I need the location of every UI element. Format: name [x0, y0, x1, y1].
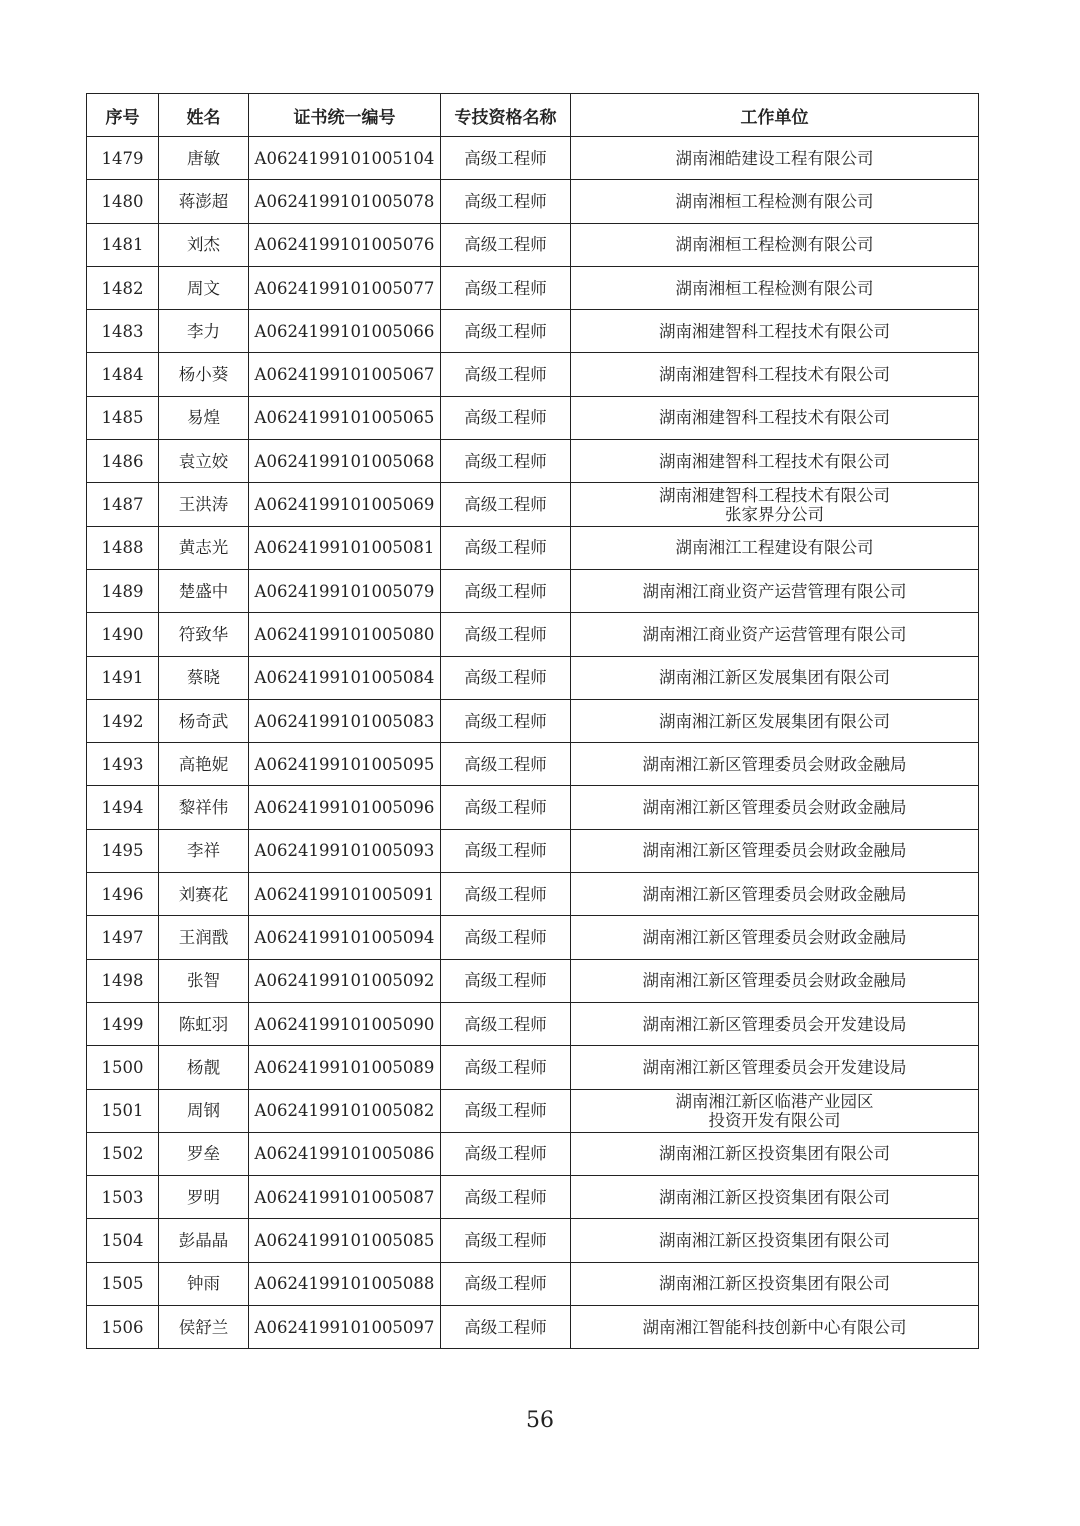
cell-qualification: 高级工程师 [441, 137, 571, 180]
table-row [87, 310, 979, 353]
table-row [87, 1306, 979, 1349]
table-header [87, 94, 979, 137]
cell-employer [571, 1046, 979, 1089]
header-employer: 工作单位 [571, 94, 979, 137]
employer-line: 湖南湘江新区管理委员会财政金融局 [642, 841, 907, 861]
table-row [87, 743, 979, 786]
cell-qualification: 高级工程师 [441, 1002, 571, 1045]
cell-employer [571, 743, 979, 786]
cell-name: 易煌 [159, 396, 249, 439]
cell-index: 1506 [87, 1306, 159, 1349]
cell-name: 唐敏 [159, 137, 249, 180]
cell-employer [571, 613, 979, 656]
header-index: 序号 [87, 94, 159, 137]
page-number: 56 [526, 1408, 554, 1433]
employer-line: 湖南湘桓工程检测有限公司 [675, 235, 874, 255]
cell-cert-no: A0624199101005067 [249, 353, 441, 396]
employer-line: 湖南湘江新区管理委员会财政金融局 [642, 971, 907, 991]
employer-line: 湖南湘江新区发展集团有限公司 [659, 711, 890, 731]
cell-qualification: 高级工程师 [441, 959, 571, 1002]
employer-line: 张家界分公司 [725, 504, 824, 524]
table-row [87, 1046, 979, 1089]
cell-cert-no: A0624199101005087 [249, 1176, 441, 1219]
cell-qualification: 高级工程师 [441, 656, 571, 699]
employer-line: 湖南湘江新区管理委员会财政金融局 [642, 754, 907, 774]
cell-index: 1481 [87, 223, 159, 266]
table-row [87, 1132, 979, 1175]
cell-employer [571, 310, 979, 353]
cell-index: 1504 [87, 1219, 159, 1262]
cell-employer [571, 1262, 979, 1305]
cell-name: 蔡晓 [159, 656, 249, 699]
cell-qualification: 高级工程师 [441, 1219, 571, 1262]
cell-qualification: 高级工程师 [441, 1132, 571, 1175]
cell-index: 1490 [87, 613, 159, 656]
employer-line: 湖南湘江新区管理委员会开发建设局 [642, 1014, 907, 1034]
cell-cert-no: A0624199101005093 [249, 829, 441, 872]
employer-line: 湖南湘江商业资产运营管理有限公司 [642, 581, 907, 601]
table-row [87, 137, 979, 180]
cell-cert-no: A0624199101005091 [249, 873, 441, 916]
cell-name: 杨靓 [159, 1046, 249, 1089]
cell-name: 周钢 [159, 1089, 249, 1132]
cell-cert-no: A0624199101005097 [249, 1306, 441, 1349]
cell-name: 袁立姣 [159, 440, 249, 483]
employer-line: 湖南湘江新区管理委员会财政金融局 [642, 798, 907, 818]
cell-name: 黄志光 [159, 526, 249, 569]
employer-line: 湖南湘建智科工程技术有限公司 [659, 408, 890, 428]
cell-index: 1491 [87, 656, 159, 699]
cell-cert-no: A0624199101005080 [249, 613, 441, 656]
cell-index: 1505 [87, 1262, 159, 1305]
cell-index: 1495 [87, 829, 159, 872]
table-body [87, 137, 979, 1349]
cell-cert-no: A0624199101005092 [249, 959, 441, 1002]
cell-index: 1484 [87, 353, 159, 396]
table-row [87, 180, 979, 223]
cell-cert-no: A0624199101005084 [249, 656, 441, 699]
employer-line: 湖南湘建智科工程技术有限公司 [659, 321, 890, 341]
table-row [87, 483, 979, 526]
table-row [87, 266, 979, 309]
table-row [87, 1262, 979, 1305]
cell-cert-no: A0624199101005088 [249, 1262, 441, 1305]
table-row [87, 786, 979, 829]
cell-employer [571, 786, 979, 829]
cell-qualification: 高级工程师 [441, 916, 571, 959]
cell-employer [571, 180, 979, 223]
employer-line: 湖南湘江新区投资集团有限公司 [659, 1231, 890, 1251]
cell-employer [571, 569, 979, 612]
cell-employer [571, 699, 979, 742]
table-row [87, 1176, 979, 1219]
cell-index: 1493 [87, 743, 159, 786]
cell-cert-no: A0624199101005066 [249, 310, 441, 353]
cell-employer [571, 266, 979, 309]
cell-name: 王润戬 [159, 916, 249, 959]
cell-index: 1480 [87, 180, 159, 223]
employer-line: 湖南湘江新区发展集团有限公司 [659, 668, 890, 688]
cell-qualification: 高级工程师 [441, 180, 571, 223]
cell-qualification: 高级工程师 [441, 786, 571, 829]
employer-line: 投资开发有限公司 [708, 1110, 841, 1130]
employer-line: 湖南湘皓建设工程有限公司 [675, 148, 874, 168]
employer-line: 湖南湘桓工程检测有限公司 [675, 278, 874, 298]
cell-name: 王洪涛 [159, 483, 249, 526]
cell-index: 1489 [87, 569, 159, 612]
header-row [87, 94, 979, 137]
cell-name: 周文 [159, 266, 249, 309]
cell-cert-no: A0624199101005069 [249, 483, 441, 526]
cell-cert-no: A0624199101005065 [249, 396, 441, 439]
cell-employer [571, 959, 979, 1002]
cell-cert-no: A0624199101005086 [249, 1132, 441, 1175]
table-row [87, 440, 979, 483]
cell-index: 1500 [87, 1046, 159, 1089]
employer-line: 湖南湘江新区投资集团有限公司 [659, 1187, 890, 1207]
cell-cert-no: A0624199101005089 [249, 1046, 441, 1089]
cell-qualification: 高级工程师 [441, 440, 571, 483]
cell-qualification: 高级工程师 [441, 569, 571, 612]
cell-cert-no: A0624199101005094 [249, 916, 441, 959]
certificate-roster-table [86, 93, 979, 1349]
table-row [87, 1219, 979, 1262]
table-row [87, 699, 979, 742]
cell-index: 1483 [87, 310, 159, 353]
cell-index: 1492 [87, 699, 159, 742]
cell-index: 1503 [87, 1176, 159, 1219]
cell-employer [571, 1306, 979, 1349]
cell-qualification: 高级工程师 [441, 873, 571, 916]
cell-name: 罗垒 [159, 1132, 249, 1175]
cell-qualification: 高级工程师 [441, 1089, 571, 1132]
table-row [87, 569, 979, 612]
cell-name: 刘杰 [159, 223, 249, 266]
employer-line: 湖南湘建智科工程技术有限公司 [659, 485, 890, 505]
cell-index: 1497 [87, 916, 159, 959]
cell-employer [571, 223, 979, 266]
employer-line: 湖南湘江新区临港产业园区 [675, 1091, 874, 1111]
cell-cert-no: A0624199101005090 [249, 1002, 441, 1045]
cell-qualification: 高级工程师 [441, 266, 571, 309]
table-row [87, 656, 979, 699]
cell-employer [571, 1002, 979, 1045]
cell-qualification: 高级工程师 [441, 1176, 571, 1219]
cell-qualification: 高级工程师 [441, 743, 571, 786]
cell-index: 1498 [87, 959, 159, 1002]
cell-index: 1502 [87, 1132, 159, 1175]
cell-qualification: 高级工程师 [441, 483, 571, 526]
cell-employer [571, 396, 979, 439]
cell-employer [571, 1176, 979, 1219]
table-row [87, 873, 979, 916]
cell-qualification: 高级工程师 [441, 613, 571, 656]
cell-index: 1486 [87, 440, 159, 483]
cell-employer [571, 137, 979, 180]
cell-index: 1488 [87, 526, 159, 569]
cell-employer [571, 353, 979, 396]
cell-index: 1482 [87, 266, 159, 309]
cell-employer [571, 526, 979, 569]
cell-employer [571, 829, 979, 872]
cell-cert-no: A0624199101005078 [249, 180, 441, 223]
cell-name: 彭晶晶 [159, 1219, 249, 1262]
cell-name: 钟雨 [159, 1262, 249, 1305]
cell-name: 杨小葵 [159, 353, 249, 396]
employer-line: 湖南湘江新区管理委员会财政金融局 [642, 884, 907, 904]
cell-cert-no: A0624199101005077 [249, 266, 441, 309]
cell-cert-no: A0624199101005079 [249, 569, 441, 612]
cell-index: 1479 [87, 137, 159, 180]
cell-employer [571, 1219, 979, 1262]
employer-line: 湖南湘江工程建设有限公司 [675, 538, 874, 558]
cell-name: 刘赛花 [159, 873, 249, 916]
employer-line: 湖南湘江新区管理委员会财政金融局 [642, 927, 907, 947]
employer-line: 湖南湘桓工程检测有限公司 [675, 191, 874, 211]
cell-employer [571, 1132, 979, 1175]
cell-employer [571, 440, 979, 483]
cell-index: 1499 [87, 1002, 159, 1045]
cell-name: 李祥 [159, 829, 249, 872]
cell-name: 符致华 [159, 613, 249, 656]
table-row [87, 1089, 979, 1132]
cell-qualification: 高级工程师 [441, 310, 571, 353]
cell-qualification: 高级工程师 [441, 353, 571, 396]
cell-name: 楚盛中 [159, 569, 249, 612]
cell-cert-no: A0624199101005081 [249, 526, 441, 569]
employer-line: 湖南湘江新区投资集团有限公司 [659, 1144, 890, 1164]
table-row [87, 396, 979, 439]
employer-line: 湖南湘江商业资产运营管理有限公司 [642, 624, 907, 644]
cell-qualification: 高级工程师 [441, 699, 571, 742]
employer-line: 湖南湘江智能科技创新中心有限公司 [642, 1317, 907, 1337]
cell-employer [571, 916, 979, 959]
cell-name: 罗明 [159, 1176, 249, 1219]
cell-name: 杨奇武 [159, 699, 249, 742]
cell-qualification: 高级工程师 [441, 526, 571, 569]
cell-index: 1496 [87, 873, 159, 916]
employer-line: 湖南湘江新区投资集团有限公司 [659, 1274, 890, 1294]
cell-index: 1494 [87, 786, 159, 829]
cell-qualification: 高级工程师 [441, 396, 571, 439]
table-row [87, 526, 979, 569]
cell-qualification: 高级工程师 [441, 1046, 571, 1089]
table-row [87, 613, 979, 656]
table-row [87, 353, 979, 396]
cell-name: 黎祥伟 [159, 786, 249, 829]
table-row [87, 829, 979, 872]
header-qualification: 专技资格名称 [441, 94, 571, 137]
cell-cert-no: A0624199101005104 [249, 137, 441, 180]
cell-cert-no: A0624199101005096 [249, 786, 441, 829]
cell-qualification: 高级工程师 [441, 1262, 571, 1305]
cell-name: 侯舒兰 [159, 1306, 249, 1349]
cell-cert-no: A0624199101005068 [249, 440, 441, 483]
employer-line: 湖南湘建智科工程技术有限公司 [659, 451, 890, 471]
cell-qualification: 高级工程师 [441, 829, 571, 872]
cell-cert-no: A0624199101005076 [249, 223, 441, 266]
cell-index: 1485 [87, 396, 159, 439]
table-row [87, 223, 979, 266]
cell-qualification: 高级工程师 [441, 223, 571, 266]
table-row [87, 916, 979, 959]
cell-employer [571, 656, 979, 699]
cell-name: 蒋澎超 [159, 180, 249, 223]
employer-line: 湖南湘江新区管理委员会开发建设局 [642, 1057, 907, 1077]
cell-index: 1487 [87, 483, 159, 526]
cell-cert-no: A0624199101005082 [249, 1089, 441, 1132]
cell-index: 1501 [87, 1089, 159, 1132]
cell-name: 李力 [159, 310, 249, 353]
table-row [87, 959, 979, 1002]
cell-qualification: 高级工程师 [441, 1306, 571, 1349]
cell-cert-no: A0624199101005095 [249, 743, 441, 786]
cell-name: 高艳妮 [159, 743, 249, 786]
cell-name: 张智 [159, 959, 249, 1002]
header-name: 姓名 [159, 94, 249, 137]
cell-cert-no: A0624199101005083 [249, 699, 441, 742]
cell-employer [571, 1089, 979, 1132]
cell-cert-no: A0624199101005085 [249, 1219, 441, 1262]
table-row [87, 1002, 979, 1045]
header-cert-no: 证书统一编号 [249, 94, 441, 137]
employer-line: 湖南湘建智科工程技术有限公司 [659, 365, 890, 385]
cell-name: 陈虹羽 [159, 1002, 249, 1045]
cell-employer [571, 873, 979, 916]
cell-employer [571, 483, 979, 526]
